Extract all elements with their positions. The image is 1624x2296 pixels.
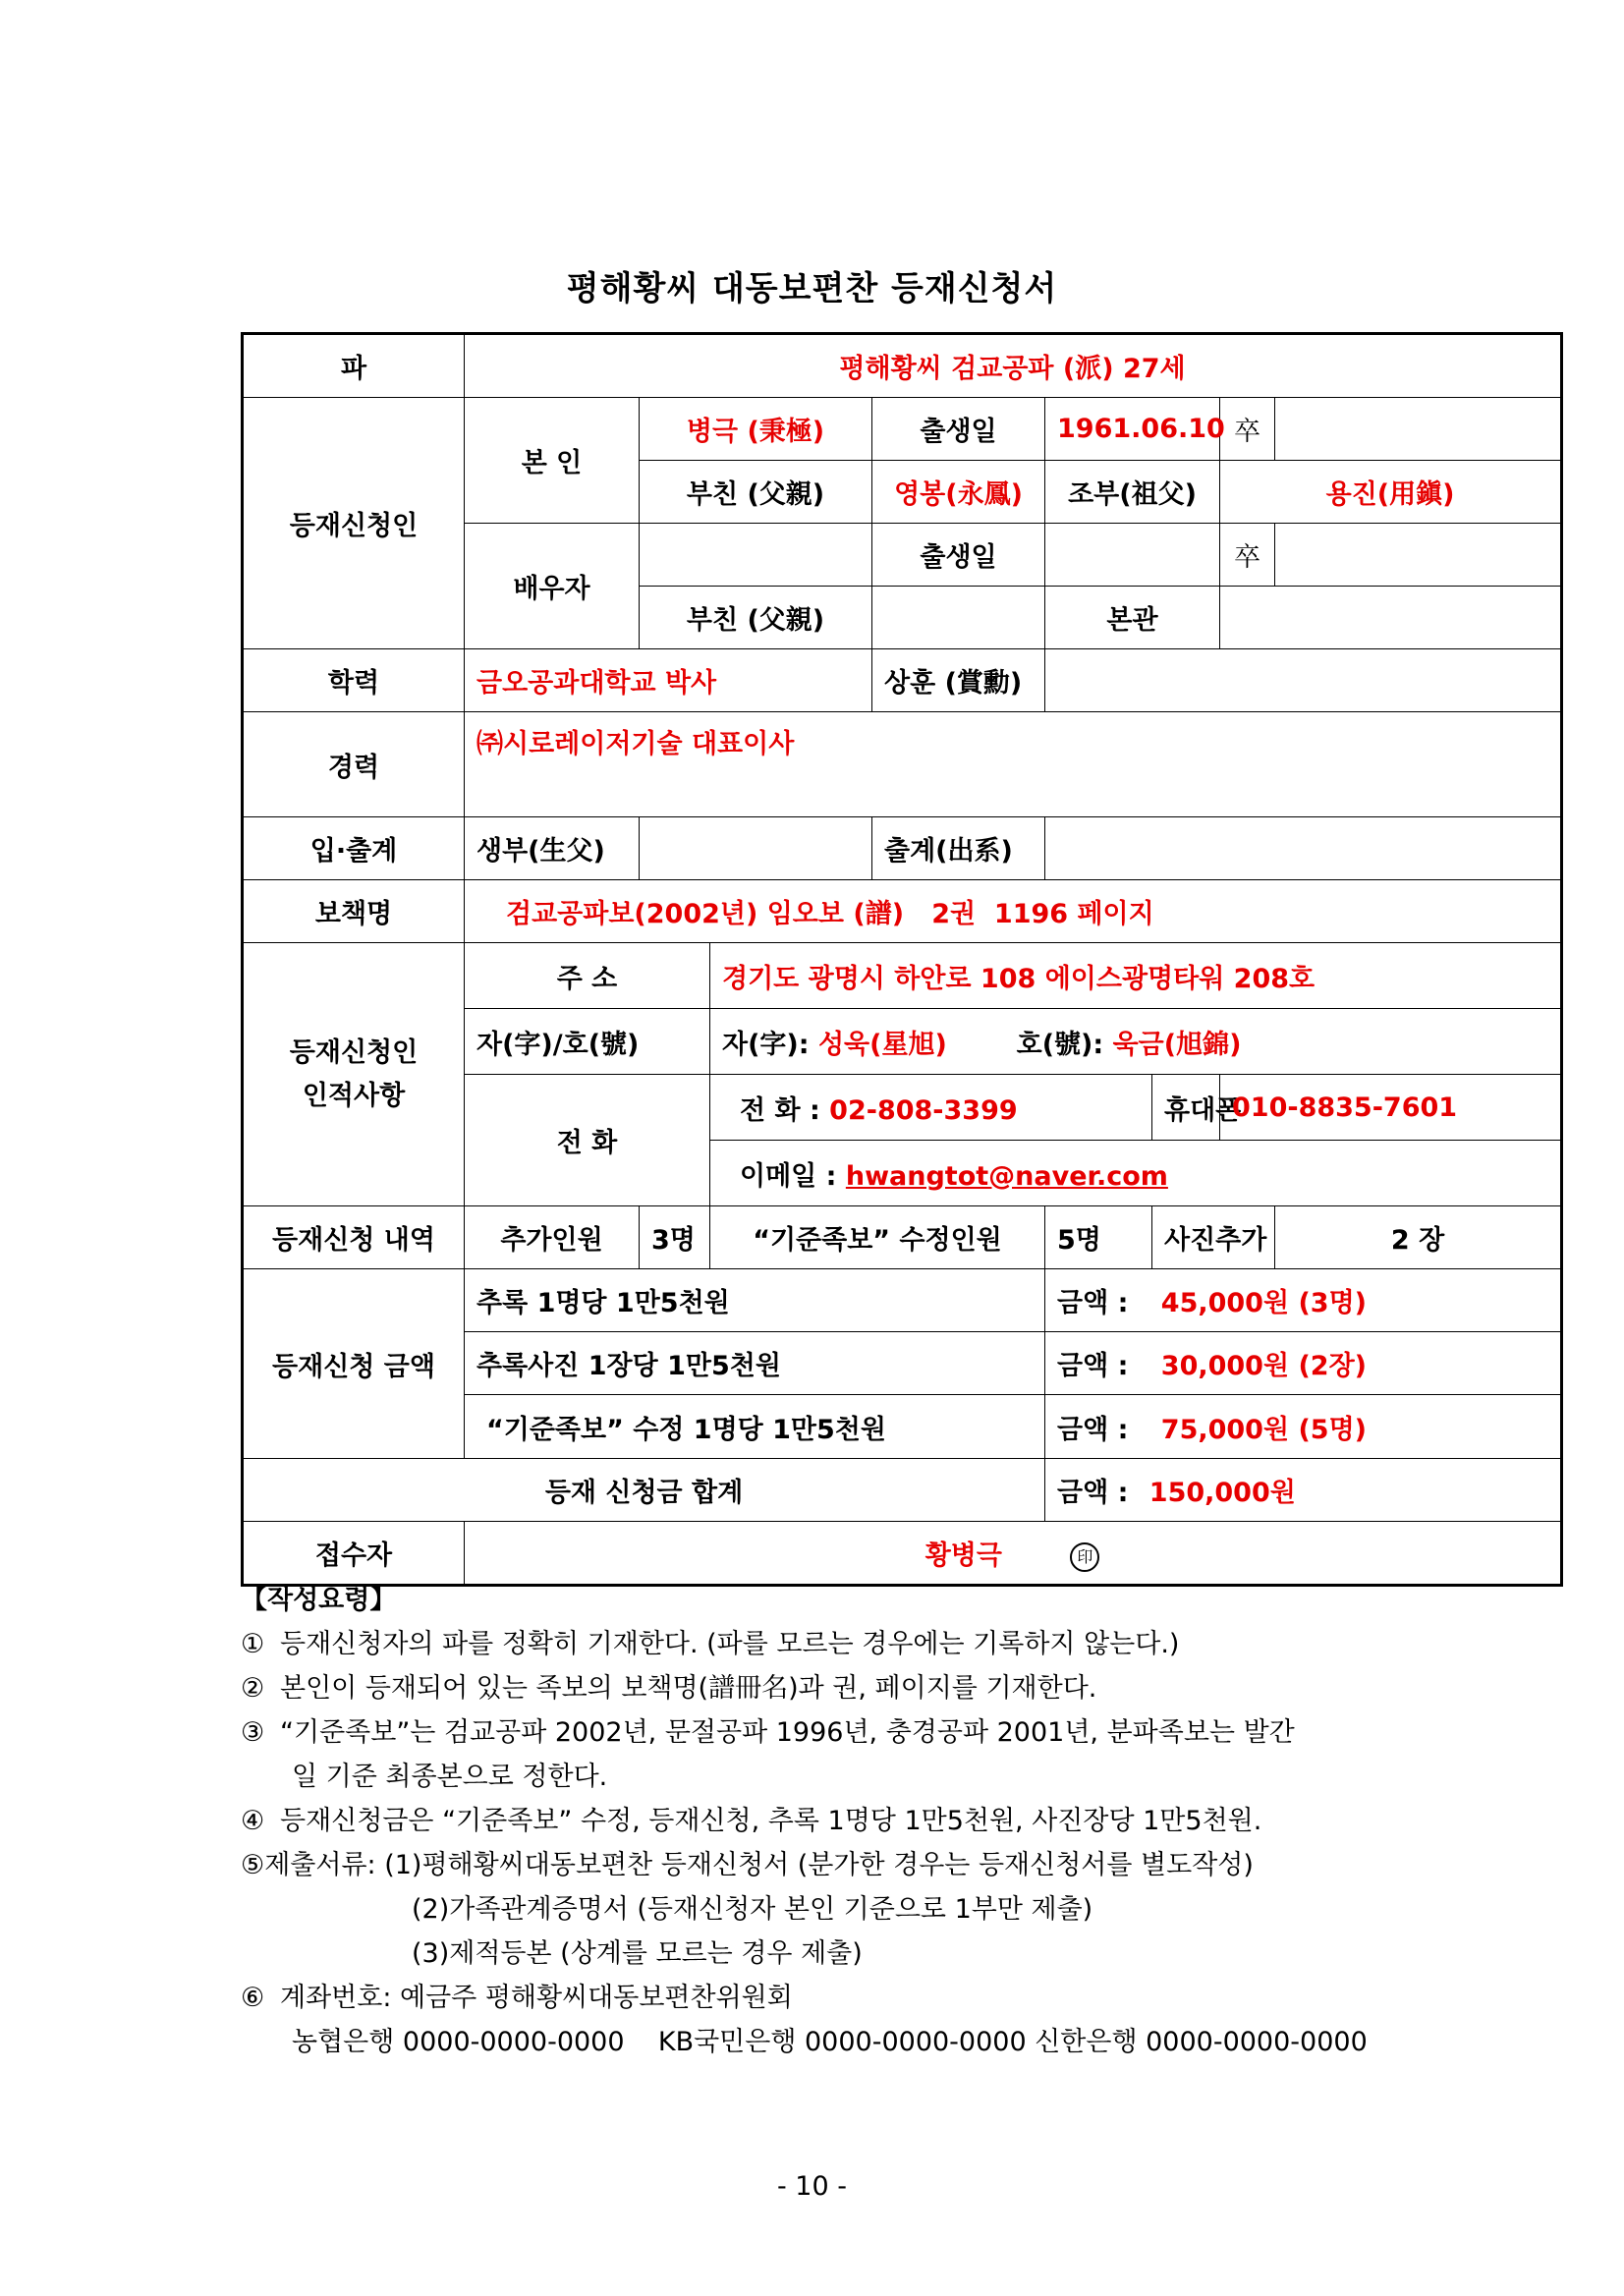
- ja-value: 성욱(星旭): [817, 1029, 947, 1060]
- education-value: 금오공과대학교 박사: [465, 649, 872, 712]
- self-label: 본 인: [465, 398, 640, 524]
- total-amount-label: 금액 :: [1057, 1478, 1129, 1508]
- note-1: [241, 1622, 1560, 1666]
- self-death-value: [1275, 398, 1562, 461]
- receiver-label: 접수자: [243, 1522, 465, 1586]
- mobile-label: 휴대폰: [1152, 1075, 1220, 1141]
- birth-father-label: 생부(生父): [465, 817, 640, 880]
- ja-label: 자(字):: [722, 1029, 810, 1060]
- tel-value: 02-808-3399: [829, 1094, 1018, 1126]
- adopted-out-value: [1045, 817, 1562, 880]
- form-title: 평해황씨 대동보편찬 등재신청서: [566, 269, 1058, 308]
- career-label: 경력: [243, 712, 465, 817]
- spouse-birth-value: [1045, 524, 1220, 587]
- note-3: [241, 1710, 1560, 1755]
- alias-label: 자(字)/호(號): [465, 1009, 710, 1075]
- fee1-amount-cell: [1045, 1269, 1562, 1332]
- note-1-text: 등재신청자의 파를 정확히 기재한다. (파를 모르는 경우에는 기록하지 않는다.): [280, 1629, 1180, 1659]
- birth-father-value: [640, 817, 872, 880]
- applicant-label: 등재신청인: [243, 398, 465, 649]
- note-3-mark: ③: [241, 1717, 265, 1748]
- instructions-heading: 【작성요령】: [241, 1585, 397, 1615]
- note-4: [241, 1799, 1560, 1843]
- book-value: 검교공파보(2002년) 임오보 (譜) 2권 1196 페이지: [465, 880, 1562, 943]
- email-label: 이메일 :: [740, 1160, 837, 1192]
- spouse-label: 배우자: [465, 524, 640, 649]
- receiver-cell: [465, 1522, 1562, 1586]
- self-birth-label: 출생일: [872, 398, 1045, 461]
- fee3-amount-label: 금액 :: [1057, 1414, 1129, 1445]
- amount-label: 등재신청 금액: [243, 1269, 465, 1459]
- adoption-label: 입·출계: [243, 817, 465, 880]
- note-6-mark: ⑥: [241, 1983, 265, 2013]
- address-label: 주 소: [465, 943, 710, 1009]
- fee1-label: 추록 1명당 1만5천원: [465, 1269, 1045, 1332]
- note-2-mark: ②: [241, 1673, 265, 1704]
- note-1-mark: ①: [241, 1629, 265, 1659]
- self-grandfather-value: 용진(用鎭): [1220, 461, 1562, 524]
- note-6-text: 계좌번호: 예금주 평해황씨대동보편찬위원회: [280, 1983, 793, 2013]
- self-name: 병극 (秉極): [640, 398, 872, 461]
- spouse-death-label: 卒: [1220, 524, 1275, 587]
- personal-label-line-1: 등재신청인: [289, 1036, 419, 1068]
- pa-label: 파: [243, 334, 465, 398]
- award-label: 상훈 (賞勳): [872, 649, 1045, 712]
- note-4-mark: ④: [241, 1806, 265, 1836]
- education-label: 학력: [243, 649, 465, 712]
- ho-label: 호(號):: [1016, 1029, 1104, 1060]
- fee1-amount-label: 금액 :: [1057, 1288, 1129, 1318]
- note-3-continued: 일 기준 최종본으로 정한다.: [292, 1762, 608, 1792]
- address-value: 경기도 광명시 하안로 108 에이스광명타워 208호: [710, 943, 1562, 1009]
- personal-label-line-2: 인적사항: [302, 1080, 406, 1111]
- personal-label: [243, 943, 465, 1206]
- note-3-text: “기준족보”는 검교공파 2002년, 문절공파 1996년, 충경공파 2001년, 분파족보는 발간: [280, 1717, 1295, 1748]
- total-label: 등재 신청금 합계: [243, 1459, 1045, 1522]
- fee2-amount-cell: [1045, 1332, 1562, 1395]
- note-5-item-3: (3)제적등본 (상계를 모르는 경우 제출): [412, 1938, 863, 1969]
- note-6: [241, 1976, 1560, 2020]
- spouse-father-value: [872, 587, 1045, 649]
- alias-value: [710, 1009, 1562, 1075]
- note-4-text: 등재신청금은 “기준족보” 수정, 등재신청, 추록 1명당 1만5천원, 사진장당 1만5천원.: [280, 1806, 1262, 1836]
- tel-cell: [710, 1075, 1152, 1141]
- page-number: - 10 -: [776, 2171, 847, 2202]
- photo-label: 사진추가: [1152, 1206, 1275, 1269]
- revised-value: 5명: [1045, 1206, 1152, 1269]
- email-link[interactable]: hwangtot@naver.com: [845, 1160, 1168, 1192]
- adopted-out-label: 출계(出系): [872, 817, 1045, 880]
- self-father-label: 부친 (父親): [640, 461, 872, 524]
- award-value: [1045, 649, 1562, 712]
- spouse-father-label: 부친 (父親): [640, 587, 872, 649]
- pa-value: 평해황씨 검교공파 (派) 27세: [465, 334, 1562, 398]
- ho-value: 욱금(旭錦): [1112, 1029, 1242, 1060]
- fee1-amount: 45,000원 (3명): [1160, 1288, 1368, 1318]
- added-label: 추가인원: [465, 1206, 640, 1269]
- detail-label: 등재신청 내역: [243, 1206, 465, 1269]
- receiver-value: 황병극: [924, 1540, 1002, 1571]
- origin-label: 본관: [1045, 587, 1220, 649]
- photo-value: 2 장: [1275, 1206, 1562, 1269]
- note-2: [241, 1666, 1560, 1710]
- note-2-text: 본인이 등재되어 있는 족보의 보책명(譜冊名)과 권, 페이지를 기재한다.: [280, 1673, 1097, 1704]
- self-father-value: 영봉(永鳳): [872, 461, 1045, 524]
- origin-value: [1220, 587, 1562, 649]
- self-grandfather-label: 조부(祖父): [1045, 461, 1220, 524]
- fee2-label: 추록사진 1장당 1만5천원: [465, 1332, 1045, 1395]
- tel-label: 전 화 :: [740, 1094, 820, 1126]
- added-value: 3명: [640, 1206, 710, 1269]
- book-label: 보책명: [243, 880, 465, 943]
- fee2-amount: 30,000원 (2장): [1160, 1351, 1368, 1381]
- note-6-accounts: 농협은행 0000-0000-0000 KB국민은행 0000-0000-0000 신한은행 0000-0000-0000: [292, 2027, 1368, 2057]
- spouse-death-value: [1275, 524, 1562, 587]
- note-5-item-2: (2)가족관계증명서 (등재신청자 본인 기준으로 1부만 제출): [412, 1894, 1093, 1925]
- fee3-amount-cell: [1045, 1395, 1562, 1459]
- email-cell: [710, 1141, 1562, 1206]
- instructions: [241, 1578, 1560, 2064]
- revised-label: “기준족보” 수정인원: [710, 1206, 1045, 1269]
- total-amount: 150,000원: [1148, 1478, 1296, 1508]
- registration-form-table: [241, 332, 1563, 1587]
- spouse-name-value: [640, 524, 872, 587]
- seal-icon: 印: [1070, 1542, 1099, 1572]
- total-amount-cell: [1045, 1459, 1562, 1522]
- fee3-amount: 75,000원 (5명): [1160, 1414, 1368, 1445]
- fee2-amount-label: 금액 :: [1057, 1351, 1129, 1381]
- fee3-label: “기준족보” 수정 1명당 1만5천원: [465, 1395, 1045, 1459]
- note-5: ⑤제출서류: (1)평해황씨대동보편찬 등재신청서 (분가한 경우는 등재신청서를 별도작성): [241, 1850, 1254, 1880]
- spouse-birth-label: 출생일: [872, 524, 1045, 587]
- self-birth-value: 1961.06.10: [1045, 398, 1220, 461]
- career-value: ㈜시로레이저기술 대표이사: [465, 712, 1562, 817]
- phone-label: 전 화: [465, 1075, 710, 1206]
- mobile-value: 010-8835-7601: [1220, 1075, 1562, 1141]
- self-death-label: 卒: [1220, 398, 1275, 461]
